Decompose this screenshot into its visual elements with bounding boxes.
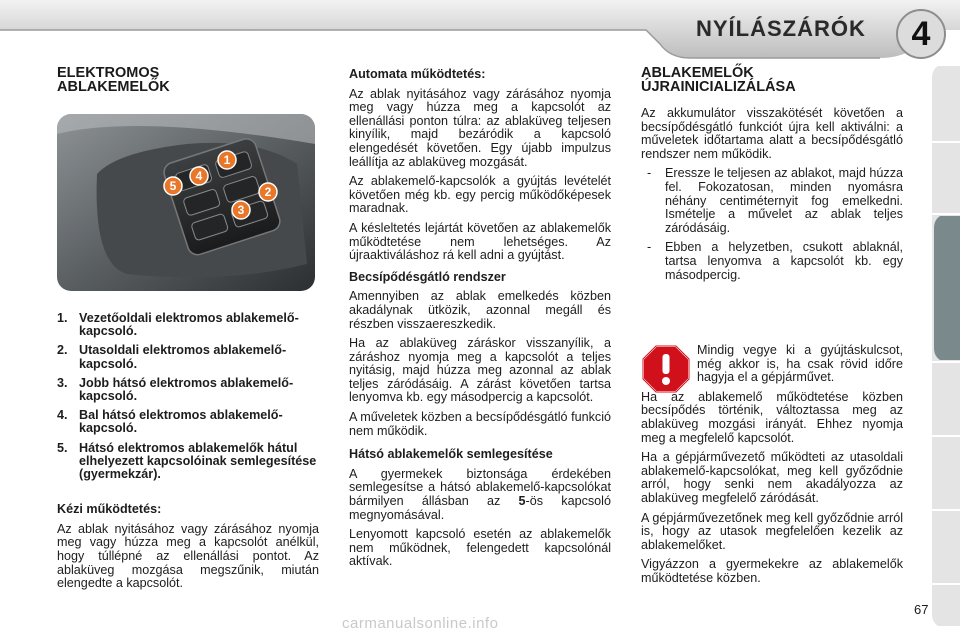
list-item: 5. Hátsó elektromos ablakemelők hátul elhelyezett kapcsolóinak semlegesítése (gyermekzár).	[57, 440, 317, 482]
callout-3-label: 3	[237, 203, 245, 217]
warning-text-2: Ha az ablakemelő működtetése közben becsípődés történik, változtassa meg az ablaküveg mozgási irányát. Ehhez nyomja meg a megfelelő kapcsolót.	[641, 389, 903, 445]
column-right	[641, 66, 903, 288]
list-item: 2. Utasoldali elektromos ablakemelő-kapcsoló.	[57, 343, 287, 371]
warning-block	[641, 344, 903, 592]
chapter-tab-strip[interactable]	[932, 66, 960, 626]
rear-lockout-heading: Hátsó ablakemelők semlegesítése	[349, 447, 553, 462]
auto-operation-heading: Automata működtetés:	[349, 67, 486, 81]
window-switch-photo	[57, 114, 315, 291]
rear-lockout-text-1: A gyermekek biztonsága érdekében semlegesítse a hátsó ablakemelő-kapcsolókat bármilyen állásban az 5-ös kapcsoló megnyomásával.	[349, 466, 611, 522]
page-number: 67	[914, 602, 929, 617]
warning-first: Mindig vegye ki a gyújtáskulcsot, még akkor is, ha csak rövid időre hagyja el a gépjárművet.	[697, 343, 903, 385]
auto-operation-text-1: Az ablak nyitásához vagy zárásához nyomja meg vagy húzza meg a kapcsolót az ellenállási ponton túlra: az ablaküveg teljesen kinyílik, majd bezáródik a kapcsoló elengedését követően. Egy újabb impulzus leállítja az ablaküveg mozgását.	[349, 86, 611, 169]
warning-text-5: Vigyázzon a gyermekekre az ablakemelők működtetése közben.	[641, 557, 903, 585]
list-item: 1. Vezetőoldali elektromos ablakemelő-kapcsoló.	[57, 311, 299, 339]
callout-1-label: 1	[223, 153, 231, 167]
list-item: 4. Bal hátsó elektromos ablakemelő-kapcsoló.	[57, 408, 283, 436]
section-title-electric-windows: ELEKTROMOS ABLAKEMELŐK	[57, 65, 170, 95]
warning-text-3: Ha a gépjárművezető működteti az utasoldali ablakemelő-kapcsolókat, meg kell győződnie arról, hogy senki nem akadályozza az ablaküveg megfelelő záródását.	[641, 450, 903, 505]
list-item: 3. Jobb hátsó elektromos ablakemelő-kapcsoló.	[57, 375, 294, 404]
anti-pinch-text-1: Amennyiben az ablak emelkedés közben akadálynak ütközik, azonnal megáll és részben visszaereszkedik.	[349, 289, 611, 331]
column-left-list	[57, 312, 319, 597]
reinit-step-1: - Eressze le teljesen az ablakot, majd húzza fel. Fokozatosan, minden nyomásra néhány centiméternyit fog emelkedni. Ismételje a művelet az ablak teljes záródásáig.	[647, 166, 904, 235]
rear-lockout-text-2: Lenyomott kapcsoló esetén az ablakemelők nem működnek, felengedett kapcsolónál aktívak.	[349, 527, 611, 569]
anti-pinch-heading: Becsípődésgátló rendszer	[349, 269, 506, 284]
section-title-reinit: ABLAKEMELŐK ÚJRAINICIALIZÁLÁSA	[641, 65, 796, 95]
anti-pinch-text-2: Ha az ablaküveg záráskor visszanyílik, a záráshoz nyomja meg a kapcsolót a teljes nyitásig, majd húzza meg azonnal az ablak teljes záródásáig. A zárást követően tartsa lenyomva kb. egy másodpercig a kapcsolót.	[349, 336, 611, 405]
watermark: carmanualsonline.info	[342, 615, 499, 632]
chapter-tab-active	[934, 216, 960, 360]
reinit-step-2: - Ebben a helyzetben, csukott ablaknál, tartsa lenyomva a kapcsolót kb. egy másodpercig.	[647, 240, 903, 282]
warning-text-4: A gépjárművezetőnek meg kell győződnie arról is, hogy az utasok megfelelően kezelik az ablakemelőket.	[641, 510, 903, 552]
manual-operation-text: Az ablak nyitásához vagy zárásához nyomja meg vagy húzza meg a kapcsolót anélkül, hogy túllépné az ellenállási pontot. Az ablaküveg mozgása megszűnik, miután elengedte a kapcsolót.	[57, 521, 319, 591]
auto-operation-text-3: A késleltetés lejártát követően az ablakemelők működtetése nem lehetséges. Az újraaktiváláshoz rá kell adni a gyújtást.	[349, 220, 611, 263]
switch-legend-list	[57, 312, 319, 481]
chapter-title: NYÍLÁSZÁRÓK	[696, 16, 866, 41]
column-middle	[349, 68, 611, 575]
reinit-intro: Az akkumulátor visszakötését követően a becsípődésgátló funkciót újra kell aktiválni: a műveletek időtartama alatt a becsípődésgátló rendszer nem működik.	[641, 106, 903, 161]
callout-4-label: 4	[195, 169, 203, 183]
chapter-number-badge: 4	[911, 14, 931, 53]
callout-5-label: 5	[169, 179, 177, 193]
column-left	[57, 66, 319, 94]
auto-operation-text-2: Az ablakemelő-kapcsolók a gyújtás levételét követően még kb. egy percig működőképesek maradnak.	[349, 174, 611, 216]
anti-pinch-text-3: A műveletek közben a becsípődésgátló funkció nem működik.	[349, 410, 611, 438]
manual-operation-heading: Kézi működtetés:	[57, 502, 162, 517]
callout-2-label: 2	[264, 185, 272, 199]
